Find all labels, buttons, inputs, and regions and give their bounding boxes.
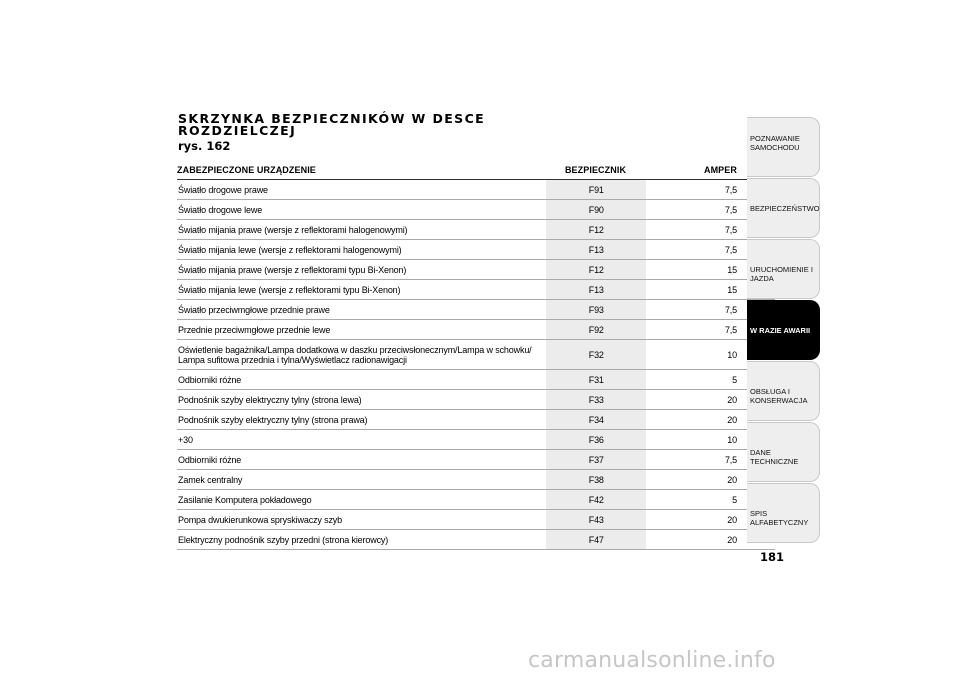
cell-device: Światło drogowe prawe [177,180,545,200]
cell-device: Światło mijania lewe (wersje z reflektorami typu Bi-Xenon) [177,280,545,300]
cell-device: Podnośnik szyby elektryczny tylny (strona lewa) [177,390,545,410]
cell-device: Odbiorniki różne [177,450,545,470]
fuse-table [177,160,775,550]
tab-label-line1: OBSŁUGA I [750,387,791,396]
chapter-tabs [747,117,820,544]
cell-amp: 20 [646,530,775,550]
cell-amp: 15 [646,280,775,300]
tab-poznawanie-samochodu[interactable] [747,117,820,177]
cell-amp: 7,5 [646,220,775,240]
cell-amp: 7,5 [646,300,775,320]
cell-fuse: F37 [545,450,646,470]
tab-bezpieczenstwo[interactable] [747,178,820,238]
table-row [177,240,775,260]
tab-w-razie-awarii[interactable] [747,300,820,360]
section-title: SKRZYNKA BEZPIECZNIKÓW W DESCE ROZDZIELCZEJ [178,111,486,138]
cell-fuse: F33 [545,390,646,410]
cell-amp: 20 [646,510,775,530]
header-fuse: BEZPIECZNIK [545,160,646,180]
cell-amp: 7,5 [646,450,775,470]
table-row [177,300,775,320]
table-row [177,490,775,510]
tab-label-line1: BEZPIECZEŃSTWO [750,204,820,213]
cell-amp: 7,5 [646,240,775,260]
tab-label-line2: SAMOCHODU [750,143,800,152]
cell-device: Światło drogowe lewe [177,200,545,220]
table-row [177,320,775,340]
table-row [177,470,775,490]
cell-device: Światło mijania lewe (wersje z reflektorami halogenowymi) [177,240,545,260]
cell-amp: 20 [646,410,775,430]
figure-reference: rys. 162 [178,139,231,153]
table-row [177,430,775,450]
cell-fuse: F13 [545,240,646,260]
table-row [177,180,775,200]
cell-fuse: F91 [545,180,646,200]
tab-spis-alfabetyczny[interactable] [747,483,820,543]
table-row [177,370,775,390]
tab-label-line1: URUCHOMIENIE I [750,265,813,274]
cell-amp: 5 [646,490,775,510]
cell-amp: 7,5 [646,180,775,200]
cell-fuse: F42 [545,490,646,510]
tab-label-line2: JAZDA [750,274,774,283]
cell-fuse: F12 [545,220,646,240]
cell-device: Światło przeciwmgłowe przednie prawe [177,300,545,320]
cell-fuse: F12 [545,260,646,280]
tab-dane-techniczne[interactable] [747,422,820,482]
cell-device-line2: Lampa sufitowa przednia i tylna/Wyświetlacz radionawigacji [178,354,407,365]
cell-amp: 15 [646,260,775,280]
cell-fuse: F38 [545,470,646,490]
cell-amp: 7,5 [646,320,775,340]
header-device: ZABEZPIECZONE URZĄDZENIE [177,160,545,180]
cell-device-line1: Oświetlenie bagażnika/Lampa dodatkowa w daszku przeciwsłonecznym/Lampa w schowku/ [178,344,532,355]
cell-amp: 20 [646,390,775,410]
cell-device: Przednie przeciwmgłowe przednie lewe [177,320,545,340]
cell-device: Zasilanie Komputera pokładowego [177,490,545,510]
table-row [177,220,775,240]
cell-amp: 20 [646,470,775,490]
watermark: carmanualsonline.info [528,648,776,673]
table-row [177,510,775,530]
tab-label-line1: SPIS ALFABETYCZNY [750,509,809,527]
table-row [177,390,775,410]
table-row [177,200,775,220]
cell-device: Pompa dwukierunkowa spryskiwaczy szyb [177,510,545,530]
table-row [177,450,775,470]
cell-fuse: F34 [545,410,646,430]
cell-amp: 10 [646,340,775,370]
tab-label-line1: POZNAWANIE [750,134,800,143]
table-row [177,410,775,430]
page-number: 181 [760,550,785,564]
tab-uruchomienie-i-jazda[interactable] [747,239,820,299]
cell-fuse: F13 [545,280,646,300]
tab-label-line1: DANE TECHNICZNE [750,448,799,466]
cell-amp: 5 [646,370,775,390]
cell-fuse: F47 [545,530,646,550]
cell-device: Elektryczny podnośnik szyby przedni (strona kierowcy) [177,530,545,550]
cell-device: Światło mijania prawe (wersje z reflektorami halogenowymi) [177,220,545,240]
tab-label-line1: W RAZIE AWARII [750,326,811,335]
cell-fuse: F31 [545,370,646,390]
table-row [177,530,775,550]
cell-fuse: F93 [545,300,646,320]
table-row [177,340,775,370]
table-header-row [177,160,775,180]
cell-device: Odbiorniki różne [177,370,545,390]
cell-device: Podnośnik szyby elektryczny tylny (strona prawa) [177,410,545,430]
cell-amp: 7,5 [646,200,775,220]
cell-device: +30 [177,430,545,450]
cell-fuse: F43 [545,510,646,530]
tab-obsluga-i-konserwacja[interactable] [747,361,820,421]
cell-amp: 10 [646,430,775,450]
header-amp: AMPER [646,160,775,180]
cell-fuse: F32 [545,340,646,370]
cell-device [177,340,545,370]
tab-label-line2: KONSERWACJA [750,396,808,405]
cell-fuse: F90 [545,200,646,220]
cell-fuse: F36 [545,430,646,450]
cell-device: Zamek centralny [177,470,545,490]
cell-fuse: F92 [545,320,646,340]
table-row [177,280,775,300]
cell-device: Światło mijania prawe (wersje z reflektorami typu Bi-Xenon) [177,260,545,280]
table-row [177,260,775,280]
